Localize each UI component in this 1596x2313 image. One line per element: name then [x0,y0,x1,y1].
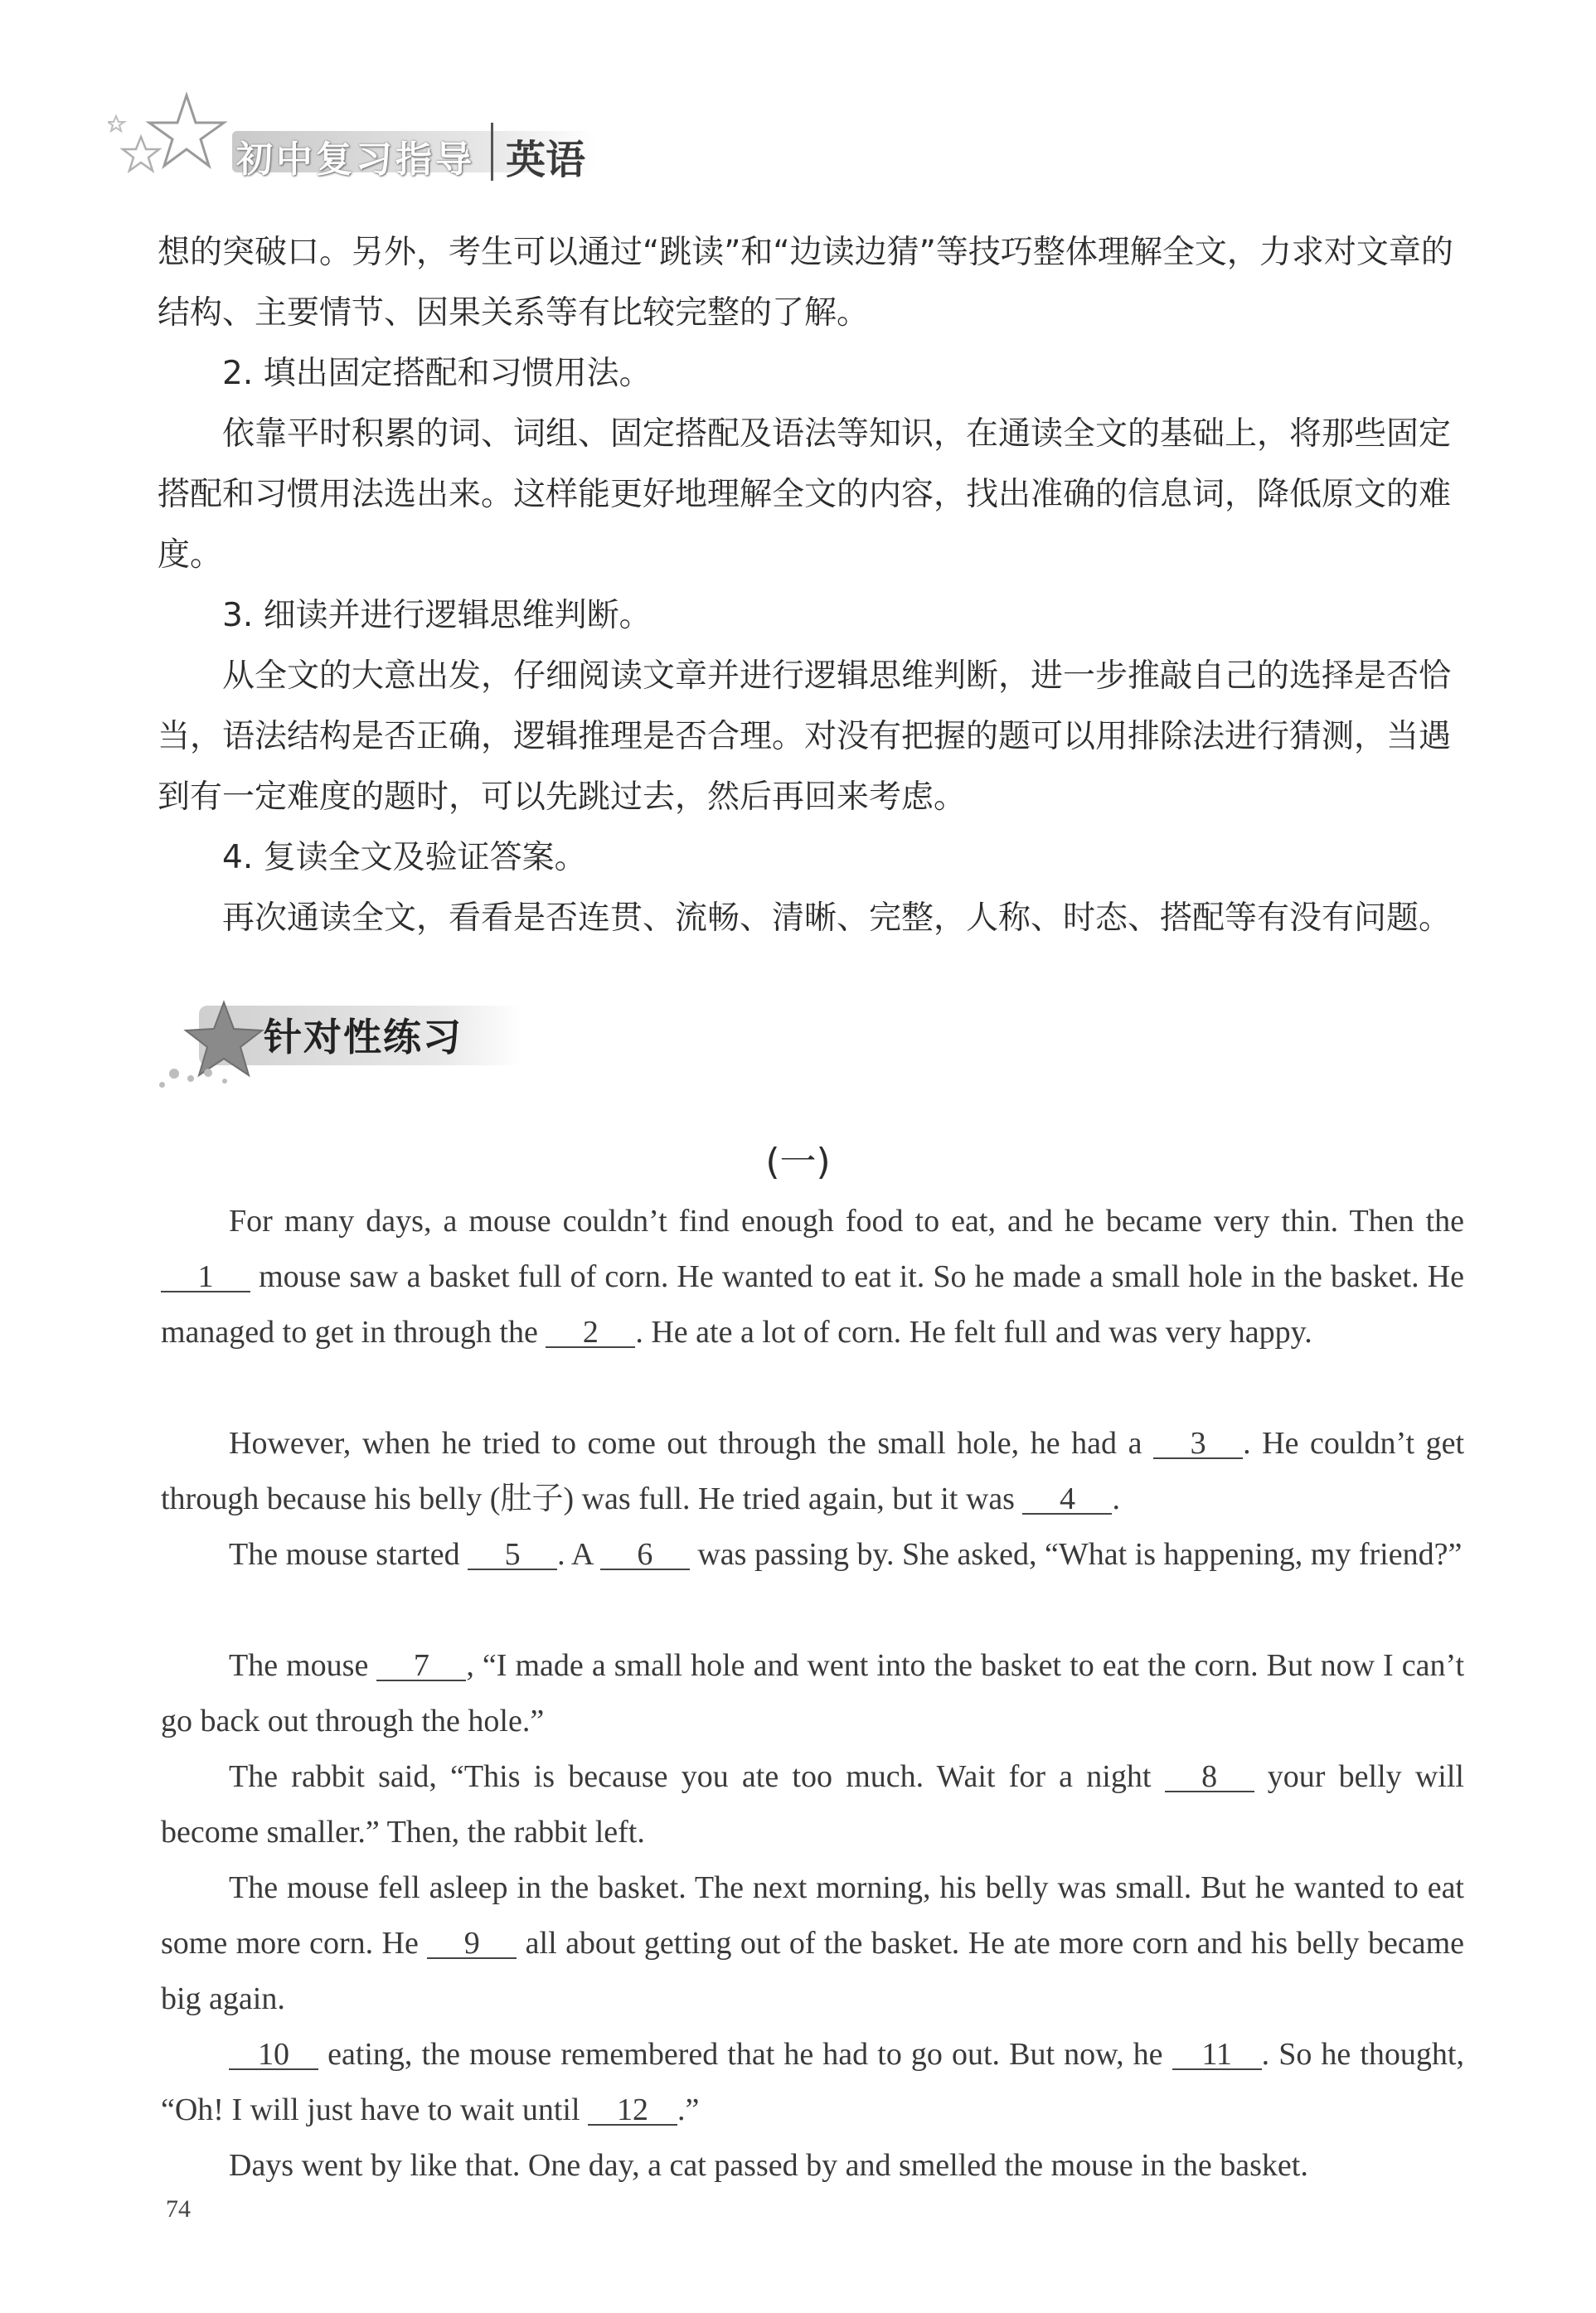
step-heading-4: 4. 复读全文及验证答案。 [222,839,587,876]
blank-12[interactable]: 12 [588,2096,677,2126]
guide-continuation: 想的突破口。另外，考生可以通过“跳读”和“边读边猜”等技巧整体理解全文，力求对文章的结构、主要情节、因果关系等有比较完整的了解。 [158,234,1453,332]
step-body-3: 从全文的大意出发，仔细阅读文章并进行逻辑思维判断，进一步推敲自己的选择是否恰当，语法结构是否正确，逻辑推理是否合理。对没有把握的题可以用排除法进行猜测，当遇到有一定难度的题时，可以先跳过去，然后再回来考虑。 [158,657,1452,816]
blank-8[interactable]: 8 [1165,1763,1254,1792]
subject-label: 英语 [506,137,586,183]
book-title: 初中复习指导 [236,138,475,181]
decor-dot [222,1079,227,1084]
step-body-2: 依靠平时积累的词、词组、固定搭配及语法等知识，在通读全文的基础上，将那些固定搭配和习惯用法选出来。这样能更好地理解全文的内容，找出准确的信息词，降低原文的难度。 [158,415,1452,574]
passage-paragraph-5: The rabbit said, “This is because you ate too much. Wait for a night 8 your belly will become smaller.” Then, the rabbit left. [161,1759,1464,1850]
passage-paragraph-7: 10 eating, the mouse remembered that he had to go out. But now, he 11 . So he thought, “Oh! I will just have to wait until 12 .” [161,2037,1464,2127]
decor-dot [204,1069,212,1077]
decor-dot [187,1075,194,1082]
page-number: 74 [166,2195,191,2223]
passage-paragraph-6: The mouse fell asleep in the basket. The next morning, his belly was small. But he wanted to eat some more corn. He 9 all about getting out of the basket. He ate more corn and his belly became big again. [161,1870,1464,2016]
passage-paragraph-3: The mouse started 5 . A 6 was passing by. She asked, “What is happening, my friend?” [229,1537,1463,1572]
passage-number: (一) [765,1141,831,1183]
blank-11[interactable]: 11 [1172,2040,1262,2070]
blank-3[interactable]: 3 [1153,1429,1243,1459]
decor-dot [169,1069,179,1079]
star-icon [108,91,232,182]
passage-paragraph-8: Days went by like that. One day, a cat passed by and smelled the mouse in the basket. [229,2148,1308,2183]
section-title: 针对性练习 [264,1015,463,1060]
passage-paragraph-1: For many days, a mouse couldn’t find enough food to eat, and he became very thin. Then the 1 mouse saw a basket full of corn. He wanted to eat it. So he made a small hole in the basket. He managed to get in through the 2 . He ate a lot of corn. He felt full and was very happy. [161,1204,1464,1350]
step-body-4: 再次通读全文，看看是否连贯、流畅、清晰、完整，人称、时态、搭配等有没有问题。 [222,900,1452,937]
blank-6[interactable]: 6 [600,1540,690,1570]
passage-paragraph-2: However, when he tried to come out through the small hole, he had a 3 . He couldn’t get through because his belly (肚子) was full. He tried again, but it was 4 . [161,1426,1464,1516]
step-heading-2: 2. 填出固定搭配和习惯用法。 [222,355,652,392]
blank-9[interactable]: 9 [427,1929,517,1959]
blank-7[interactable]: 7 [376,1651,466,1681]
header-divider [491,123,493,181]
blank-1[interactable]: 1 [161,1263,250,1292]
blank-5[interactable]: 5 [468,1540,557,1570]
section-heading [158,999,539,1090]
step-heading-3: 3. 细读并进行逻辑思维判断。 [222,597,652,634]
decor-dot [159,1082,165,1088]
blank-2[interactable]: 2 [546,1318,635,1348]
passage-paragraph-4: The mouse 7 , “I made a small hole and went into the basket to eat the corn. But now I can’t go back out through the hole.” [161,1648,1465,1738]
blank-4[interactable]: 4 [1022,1485,1112,1515]
star-icon [174,999,265,1082]
blank-10[interactable]: 10 [229,2040,318,2070]
page-header [108,91,655,182]
